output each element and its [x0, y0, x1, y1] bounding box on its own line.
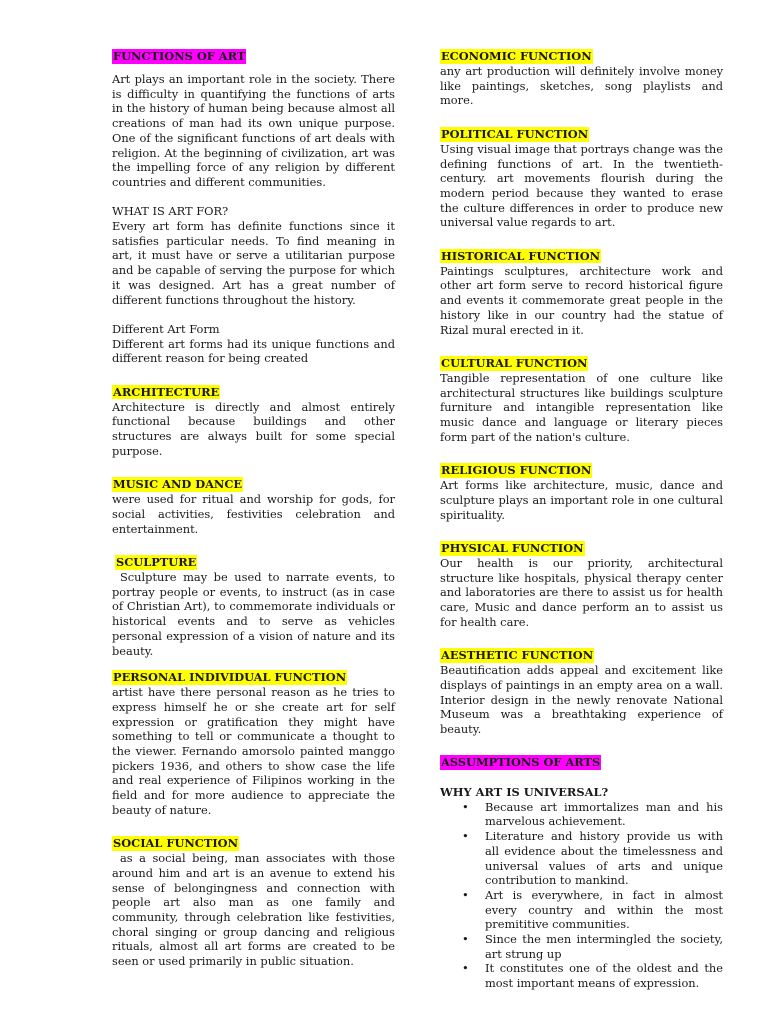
right-column — [440, 45, 723, 991]
list-item — [462, 888, 723, 932]
functions-of-art-heading: FUNCTIONS OF ART — [113, 49, 246, 63]
cultural-function-heading: CULTURAL FUNCTION — [441, 355, 588, 370]
religious-function-paragraph: Art forms like architecture, music, dance and sculpture plays an important role in one cultural spirituality. — [440, 478, 723, 522]
economic-function-heading: ECONOMIC FUNCTION — [441, 49, 592, 63]
functions-of-art-paragraph: Art plays an important role in the society. There is difficulty in quantifying the functions of arts in the history of human being because almost all creations of man had its own unique purpose. One of the significant functions of art deals with religion. At the beginning of civilization, art was the impelling force of any religion by different countries and different communities. — [112, 72, 395, 189]
bullet-icon: • — [462, 829, 469, 844]
what-is-art-for-paragraph: Every art form has definite functions since it satisfies particular needs. To find meaning in art, it must have or serve a utilitarian purpose and be capable of serving the purpose for which it was designed. Art has a great number of different functions throughout the history. — [112, 219, 395, 307]
list-item-text: It constitutes one of the oldest and the most important means of expression. — [485, 961, 723, 991]
list-item-text: Art is everywhere, in fact in almost every country and within the most premititive communities. — [485, 887, 723, 932]
list-item — [462, 961, 723, 990]
bullet-icon: • — [462, 887, 469, 902]
personal-individual-function-heading: PERSONAL INDIVIDUAL FUNCTION — [113, 670, 347, 685]
bullet-icon: • — [462, 932, 469, 947]
why-art-is-universal-list — [440, 800, 723, 991]
music-and-dance-paragraph: were used for ritual and worship for gods, for social activities, festivities celebration and entertainment. — [112, 492, 395, 536]
assumptions-of-arts-heading: ASSUMPTIONS OF ARTS — [441, 755, 601, 770]
physical-function-heading: PHYSICAL FUNCTION — [441, 540, 584, 555]
physical-function-paragraph: Our health is our priority, architectural structure like hospitals, physical therapy center and laboratories are there to assist us for health care, Music and dance perform an to assist us for health care. — [440, 555, 723, 629]
list-item — [462, 800, 723, 829]
political-function-paragraph: Using visual image that portrays change was the defining functions of art. In the twentieth-century. art movements flourish during the modern period because they wanted to erase the culture differences in order to produce new universal value regards to art. — [440, 141, 723, 230]
historical-function-paragraph: Paintings sculptures, architecture work and other art form serve to record historical figure and events it commemorate great people in the history like in our country had the statue of Rizal mural erected in it. — [440, 263, 723, 337]
why-art-is-universal-heading: WHY ART IS UNIVERSAL? — [440, 785, 609, 799]
left-column — [112, 45, 395, 969]
list-item-text: Because art immortalizes man and his marvelous achievement. — [485, 799, 723, 829]
music-and-dance-heading: MUSIC AND DANCE — [113, 477, 243, 492]
architecture-heading: ARCHITECTURE — [113, 384, 220, 399]
different-art-form-heading: Different Art Form — [112, 321, 220, 336]
economic-function-paragraph: any art production will definitely involve money like paintings, sketches, song playlists and more. — [440, 64, 723, 108]
cultural-function-paragraph: Tangible representation of one culture like architectural structures like buildings sculpture furniture and intangible representation like music dance and language or literary pieces form part of the nation's culture. — [440, 370, 723, 444]
aesthetic-function-paragraph: Beautification adds appeal and excitement like displays of paintings in an empty area on a wall. Interior design in the newly renovate National Museum was a breathtaking experience of beauty. — [440, 663, 723, 736]
social-function-paragraph: as a social being, man associates with those around him and art is an avenue to extend his sense of belongingness and connection with people art also man as one family and community, through celebration like festivities, choral singing or group dancing and religious rituals, almost all art forms are created to be seen or used primarily in public situation. — [112, 851, 395, 969]
aesthetic-function-heading: AESTHETIC FUNCTION — [441, 648, 594, 663]
list-item — [462, 932, 723, 961]
sculpture-paragraph: Sculpture may be used to narrate events, to portray people or events, to instruct (as in case of Christian Art), to commemorate individuals or historical events and to serve as vehicles personal expression of a vision of nature and its beauty. — [112, 570, 395, 658]
list-item — [462, 829, 723, 888]
what-is-art-for-heading: WHAT IS ART FOR? — [112, 204, 229, 219]
architecture-paragraph: Architecture is directly and almost entirely functional because buildings and other structures are always built for some special purpose. — [112, 399, 395, 458]
historical-function-heading: HISTORICAL FUNCTION — [441, 248, 601, 263]
personal-individual-function-paragraph: artist have there personal reason as he tries to express himself he or she create art for self expression or gratification they might have something to tell or communicate a thought to the viewer. Fernando amorsolo painted manggo pickers 1936, and others to show case the life and real experience of Filipinos working in the field and for more audience to appreciate the beauty of nature. — [112, 685, 395, 817]
bullet-icon: • — [462, 961, 469, 976]
social-function-heading: SOCIAL FUNCTION — [113, 836, 238, 851]
list-item-text: Since the men intermingled the society, art strung up — [485, 932, 723, 961]
different-art-form-paragraph: Different art forms had its unique functions and different reason for being created — [112, 336, 395, 366]
religious-function-heading: RELIGIOUS FUNCTION — [441, 463, 592, 478]
bullet-icon: • — [462, 799, 469, 814]
list-item-text: Literature and history provide us with all evidence about the timelessness and universal values of arts and unique contribution to mankind. — [485, 829, 723, 888]
sculpture-heading: SCULPTURE — [116, 555, 197, 570]
political-function-heading: POLITICAL FUNCTION — [441, 126, 589, 141]
